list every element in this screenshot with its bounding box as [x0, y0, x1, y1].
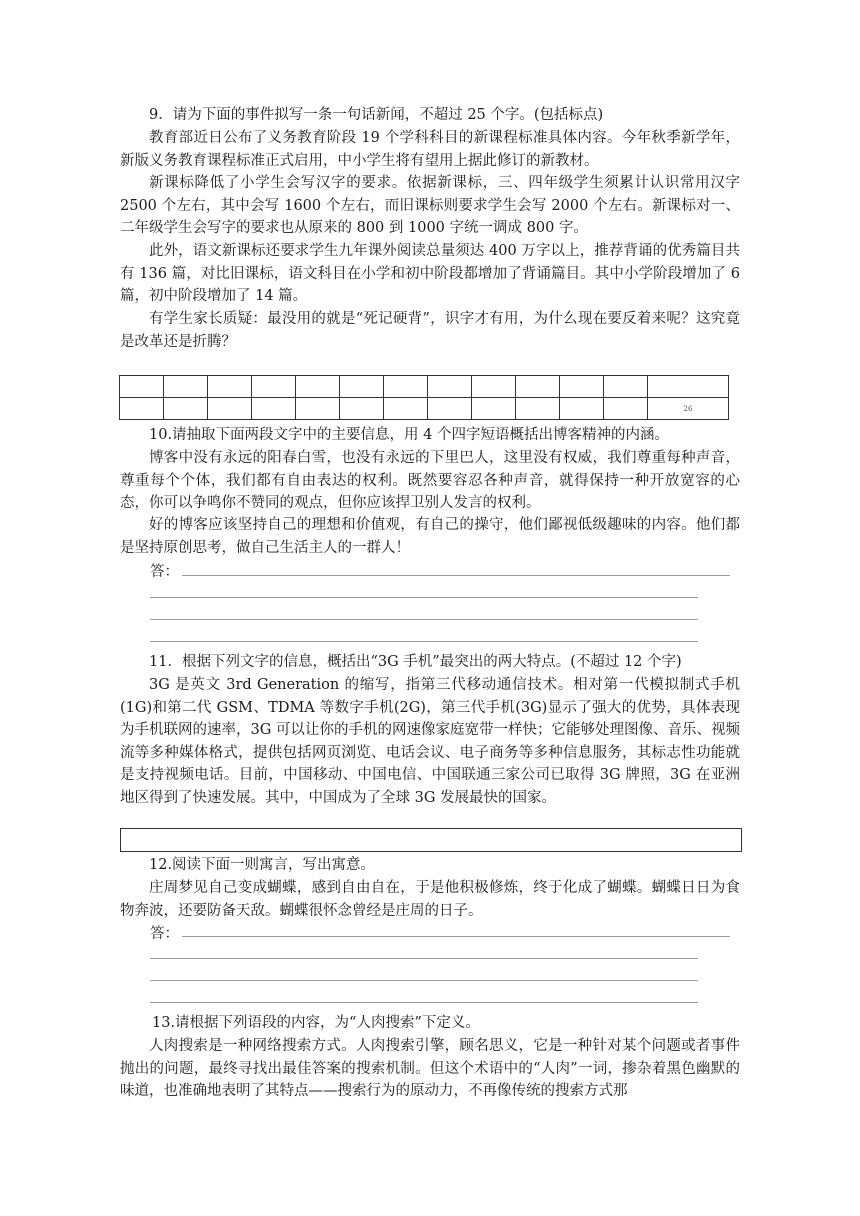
grid-cell[interactable]	[296, 376, 340, 398]
question-9-paragraph-1: 教育部近日公布了义务教育阶段 19 个学科科目的新课程标准具体内容。今年秋季新学年，新版义务教育课程标准正式启用，中小学生将有望用上据此修订的新教材。	[120, 130, 740, 169]
grid-cell[interactable]	[120, 376, 164, 398]
grid-cell[interactable]	[208, 398, 252, 420]
grid-cell[interactable]	[384, 376, 428, 398]
answer-line[interactable]	[150, 958, 698, 959]
answer-line[interactable]	[150, 597, 698, 598]
answer-grid	[119, 375, 729, 420]
question-11-paragraph-1: 3G 是英文 3rd Generation 的缩写，指第三代移动通信技术。相对第一代模拟制式手机(1G)和第二代 GSM、TDMA 等数字手机(2G)，第三代手机(3G)显示了强大的优势，具体表现为手机联网的速率，3G 可以让你的手机的网速像家庭宽带一样快；它能够处理图像、音乐、视频流等多种媒体格式，提供包括网页浏览、电话会议、电子商务等多种信息服务，其标志性功能就是支持视频电话。目前，中国移动、中国电信、中国联通三家公司已取得 3G 牌照，3G 在亚洲地区得到了快速发展。其中，中国成为了全球 3G 发展最快的国家。	[120, 677, 740, 806]
question-10-paragraph-1: 博客中没有永远的阳春白雪，也没有永远的下里巴人，这里没有权威，我们尊重每种声音，尊重每个个体，我们都有自由表达的权利。既然要容忍各种声音，就得保持一种开放宽容的心态，你可以争鸣你不赞同的观点，但你应该捍卫别人发言的权利。	[120, 450, 740, 511]
answer-line[interactable]	[150, 619, 698, 620]
grid-cell[interactable]	[384, 398, 428, 420]
grid-cell[interactable]	[252, 376, 296, 398]
question-9-paragraph-4: 有学生家长质疑：最没用的就是“死记硬背”，识字才有用，为什么现在要反着来呢？这究竟是改革还是折腾？	[120, 311, 740, 350]
question-11-title: 11．根据下列文字的信息，概括出“3G 手机”最突出的两大特点。(不超过 12 个字)	[149, 654, 682, 670]
grid-cell[interactable]	[560, 376, 604, 398]
answer-grid-row	[120, 398, 729, 420]
grid-cell[interactable]	[604, 376, 648, 398]
grid-cell[interactable]	[252, 398, 296, 420]
grid-cell[interactable]	[472, 398, 516, 420]
answer-line[interactable]	[150, 641, 698, 642]
grid-cell[interactable]	[120, 398, 164, 420]
answer-label: 答：	[150, 564, 179, 580]
answer-line[interactable]	[182, 936, 730, 937]
answer-label: 答：	[150, 926, 179, 942]
question-9-paragraph-2: 新课标降低了小学生会写汉字的要求。依据新课标，三、四年级学生须累计认识常用汉字 2500 个左右，其中会写 1600 个左右，而旧课标则要求学生会写 2000 个左右。新课标对一、二年级学生会写字的要求也从原来的 800 到 1000 字统一调成 800 字。	[120, 175, 740, 236]
question-13-paragraph-1: 人肉搜索是一种网络搜索方式。人肉搜索引擎，顾名思义，它是一种针对某个问题或者事件抛出的问题，最终寻找出最佳答案的搜索机制。但这个术语中的“人肉”一词，掺杂着黑色幽默的味道，也准确地表明了其特点——搜索行为的原动力，不再像传统的搜索方式那	[120, 1038, 740, 1099]
grid-cell[interactable]	[164, 398, 208, 420]
grid-cell[interactable]	[428, 376, 472, 398]
grid-cell[interactable]	[516, 376, 560, 398]
grid-cell[interactable]	[340, 376, 384, 398]
question-12-title: 12.阅读下面一则寓言，写出寓意。	[149, 857, 376, 873]
grid-cell[interactable]	[472, 376, 516, 398]
grid-cell[interactable]	[516, 398, 560, 420]
grid-count-marker: 26	[648, 398, 729, 420]
grid-cell[interactable]	[648, 376, 729, 398]
grid-cell[interactable]	[296, 398, 340, 420]
grid-cell[interactable]	[164, 376, 208, 398]
grid-cell[interactable]	[560, 398, 604, 420]
question-10-title: 10.请抽取下面两段文字中的主要信息，用 4 个四字短语概括出博客精神的内涵。	[149, 427, 670, 443]
question-12-paragraph-1: 庄周梦见自己变成蝴蝶，感到自由自在，于是他积极修炼，终于化成了蝴蝶。蝴蝶日日为食物奔波，还要防备天敌。蝴蝶很怀念曾经是庄周的日子。	[120, 880, 740, 919]
answer-line[interactable]	[182, 575, 730, 576]
grid-cell[interactable]	[604, 398, 648, 420]
grid-cell[interactable]	[208, 376, 252, 398]
question-13-title: 13.请根据下列语段的内容，为“人肉搜索”下定义。	[152, 1015, 480, 1031]
question-9-paragraph-3: 此外，语文新课标还要求学生九年课外阅读总量须达 400 万字以上，推荐背诵的优秀篇目共有 136 篇，对比旧课标，语文科目在小学和初中阶段都增加了背诵篇目。其中小学阶段增加了 6 篇，初中阶段增加了 14 篇。	[120, 243, 740, 304]
question-9-title: 9．请为下面的事件拟写一条一句话新闻，不超过 25 个字。(包括标点)	[149, 107, 604, 123]
answer-line[interactable]	[150, 980, 698, 981]
grid-cell[interactable]	[340, 398, 384, 420]
answer-grid-row	[120, 376, 729, 398]
answer-line[interactable]	[150, 1002, 698, 1003]
answer-box[interactable]	[120, 828, 742, 852]
question-10-paragraph-2: 好的博客应该坚持自己的理想和价值观，有自己的操守，他们鄙视低级趣味的内容。他们都是坚持原创思考，做自己生活主人的一群人！	[120, 517, 740, 556]
grid-cell[interactable]	[428, 398, 472, 420]
